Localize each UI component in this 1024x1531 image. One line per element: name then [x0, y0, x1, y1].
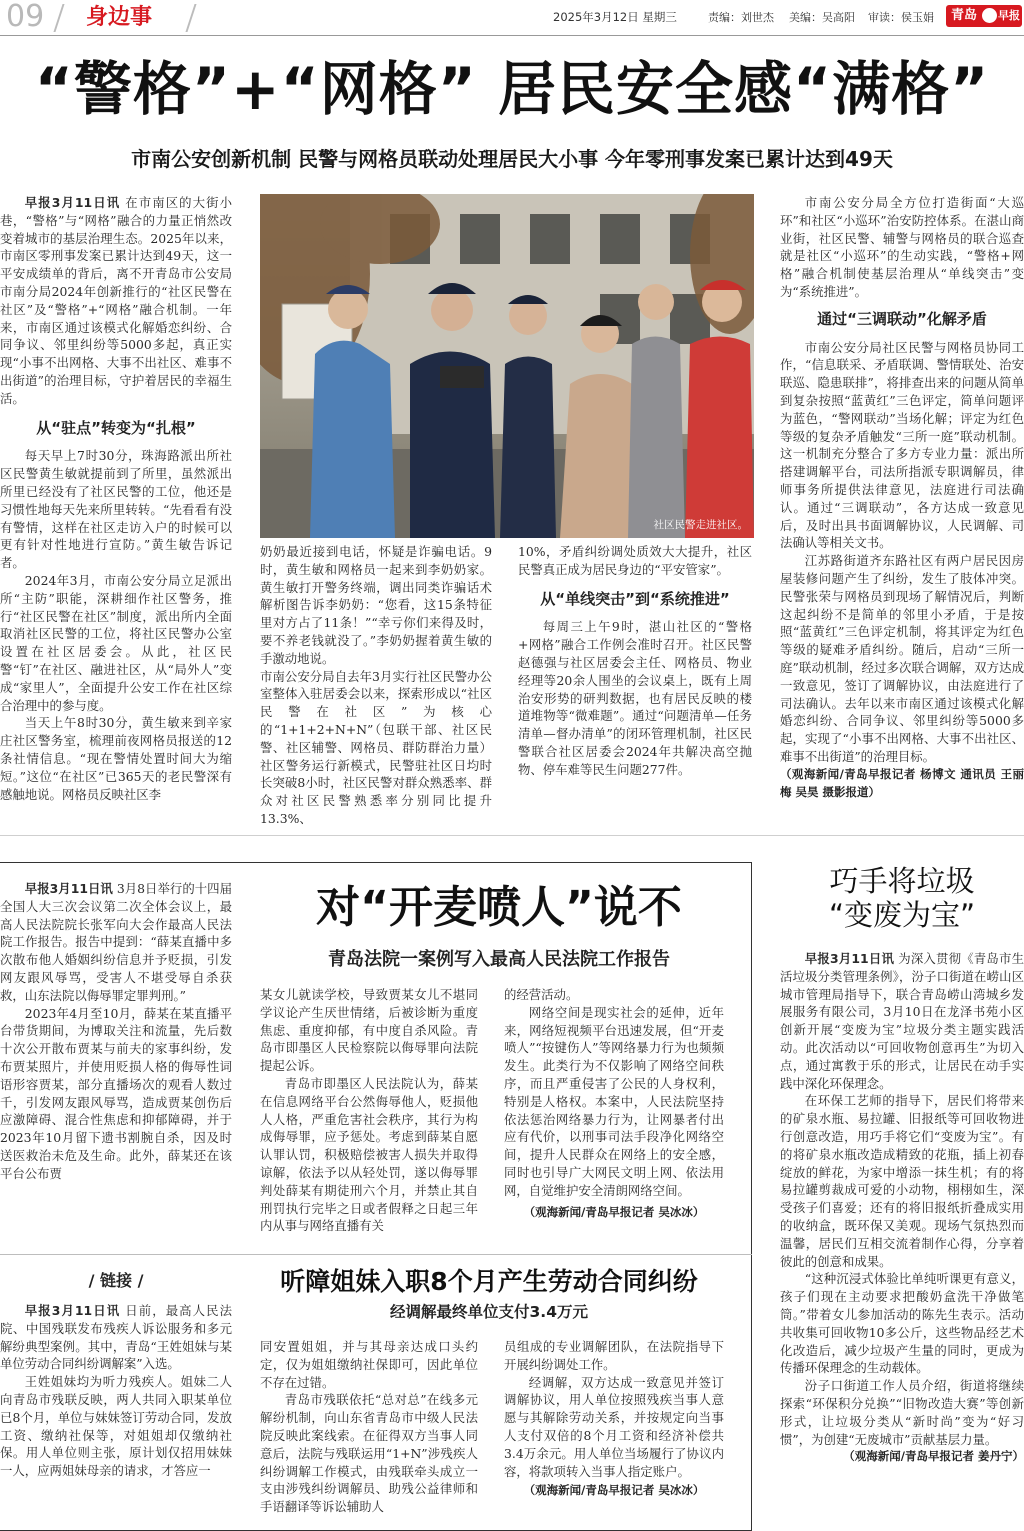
article1-column-4: [780, 194, 1024, 801]
article1-paragraph: 市南公安分局社区民警与网格员协同工作，“信息联采、矛盾联调、警情联处、治安联巡、隐患联排”，将排查出来的问题从简单到复杂按照“蓝黄红”三色评定，简单问题评为蓝色，“警网联动”当场化解；评定为红色等级的复杂矛盾触发“三所一庭”联动机制。这一机制充分整合了多方专业力量：派出所搭建调解平台，司法所指派专职调解员，律师事务所提供法律意见，法庭进行司法确认。通过“三调联动”，各方达成一致意见后，及时出具书面调解协议，人民调解、司法确认等相关文书。: [780, 339, 1024, 551]
article1-paragraph: 市南公安分局自去年3月实行社区民警办公室整体入驻居委会以来，探索形成以“社区民警在社区”为核心的“1+1+2+N+N”（包联干部、社区民警、社区辅警、网格员、群防群治力量）社区警务运行新模式，民警驻社区日均时长突破8小时，社区民警对群众熟悉率、群众对社区民警熟悉率分别同比提升13.3%、: [260, 668, 492, 826]
article4-paragraph: 汾子口街道工作人员介绍，街道将继续探索“环保积分兑换”“旧物改造大赛”等创新形式，让垃圾分类从“新时尚”变为“好习惯”，为创建“无废城市”贡献基层力量。: [780, 1378, 1024, 1447]
article4-paragraph: 为深入贯彻《青岛市生活垃圾分类管理条例》，汾子口街道在崂山区城市管理局指导下，联合青岛崂山湾城乡发展服务有限公司，3月10日在龙泽书苑小区创新开展“变废为宝”垃圾分类主题实践活动。此次活动以“可回收物创意再生”为切入点，通过寓教于乐的形式，让居民在动手实践中深化环保理念。: [780, 951, 1024, 1091]
article2-credit: （观海新闻/青岛早报记者 吴冰冰）: [523, 1204, 705, 1219]
article2-separator: [0, 1254, 752, 1255]
article4-paragraph: “这种沉浸式体验比单纯听课更有意义，孩子们现在主动要求把酸奶盒洗干净做笔筒。”带着女儿参加活动的陈先生表示。活动共收集可回收物10多公斤，这些物品经艺术化改造后，减少垃圾产生量的同时，更成为传播环保理念的生动载体。: [780, 1271, 1024, 1376]
link-label: / 链接 /: [88, 1271, 144, 1290]
photo-caption: 社区民警走进社区。: [653, 519, 748, 531]
brand-logo: [946, 5, 1022, 27]
proofreader-credit: 审读：侯玉娟: [868, 11, 934, 24]
article2-paragraph: 青岛市即墨区人民法院认为，薛某在信息网络平台公然侮辱他人，贬损他人人格，严重危害社会秩序，其行为构成侮辱罪，应予惩处。考虑到薛某自愿认罪认罚，积极赔偿被害人损失并取得谅解，依法予以从轻处罚，遂以侮辱罪判处薛某有期徒刑六个月，并禁止其自刑罚执行完毕之日或者假释之日起三年内从事与网络直播有关: [260, 1075, 478, 1234]
article4-body: [780, 950, 1024, 1466]
article1-paragraph: 江苏路街道齐东路社区有两户居民因房屋装修问题产生了纠纷，发生了肢体冲突。民警张荣与网格员到现场了解情况后，判断这起纠纷不是简单的邻里小矛盾，于是按照“蓝黄红”三色评定机制，将其评定为红色等级的疑难矛盾纠纷。随后，启动“三所一庭”联动机制，经过多次联合调解，双方达成一致意见，签订了调解协议，由法庭进行了司法确认。去年以来市南区通过该模式化解婚恋纠纷、合同争议、邻里纠纷等5000多起，实现了“小事不出网格、大事不出社区、难事不出街道”的治理目标。: [780, 553, 1024, 764]
article4-credit: （观海新闻/青岛早报记者 姜丹宁）: [843, 1449, 1024, 1464]
article1-paragraph: 市南公安分局全方位打造街面“大巡环”和社区“小巡环”治安防控体系。在湛山商业街，社区民警、辅警与网格员的联合巡查就是社区“小巡环”的生动实践，“警格+网格”融合机制使基层治理从“单线突击”变为“系统推进”。: [780, 195, 1024, 299]
article1-paragraph: 每周三上午9时，湛山社区的“警格+网格”融合工作例会准时召开。社区民警赵德强与社区居委会主任、网格员、物业经理等20余人围坐的会议桌上，既有上周治安形势的研判数据，也有居民反映的楼道堆物等“微难题”。通过“问题清单—任务清单—督办清单”的闭环管理机制，社区民警联合社区居委会2024年共解决高空抛物、停车难等民生问题277件。: [518, 619, 752, 777]
article3-paragraph: 王姓姐妹均为听力残疾人。姐妹二人向青岛市残联反映，两人共同入职某单位已8个月，单位与妹妹签订劳动合同，发放工资、缴纳社保等，对姐姐却仅缴纳社保。用人单位则主张，原计划仅招用妹妹一人，应两姐妹母亲的请求，才答应一: [0, 1374, 232, 1479]
article3-paragraph: 经调解，双方达成一致意见并签订调解协议，用人单位按照残疾当事人意愿与其解除劳动关系，并按规定向当事人支付双倍的8个月工资和经济补偿共3.4万余元。用人单位当场履行了协议内容，将款项转入当事人指定账户。: [504, 1374, 724, 1479]
article1-paragraph: 每天早上7时30分，珠海路派出所社区民警黄生敏就提前到了所里，虽然派出所里已经没有了社区民警的工位，他还是习惯性地每天先来所里转转。“先看看有没有警情，这样在社区走访入户的时候可以更有针对性地进行宣防。”黄生敏告诉记者。: [0, 448, 232, 571]
article2-paragraph: 3月8日举行的十四届全国人大三次会议第二次全体会议上，最高人民法院院长张军向大会作最高人民法院工作报告。报告中提到：“薛某直播中多次散布他人婚姻纠纷信息并予贬损，引发网友跟风辱骂，受害人不堪受辱自杀获救，山东法院以侮辱罪定罪判刑。”: [0, 881, 232, 1003]
article1-dateline: 早报3月11日讯: [24, 195, 121, 210]
article1-column-1: [0, 194, 232, 803]
header-rule: [0, 35, 1024, 36]
article3-headline: 听障姐妹入职8个月产生劳动合同纠纷: [280, 1267, 698, 1296]
section-divider: [0, 835, 1024, 836]
article2-column-3: [504, 986, 724, 1221]
article1-paragraph: 奶奶最近接到电话，怀疑是诈骗电话。9时，黄生敏和网格员一起来到李奶奶家。黄生敏打开警务终端，调出同类诈骗话术解析图告诉李奶奶：“您看，这15条特征里对方占了11条！”“幸亏你们来得及时，要不养老钱就没了。”李奶奶握着黄生敏的手激动地说。: [260, 544, 492, 666]
article3-paragraph: 青岛市残联依托“总对总”在线多元解纷机制，向山东省青岛市中级人民法院反映此案线索。在征得双方当事人同意后，法院与残联运用“1+N”涉残疾人纠纷调解工作模式，由残联牵头成立一支由涉残纠纷调解员、助残公益律师和手语翻译等诉讼辅助人: [260, 1392, 478, 1515]
article3-column-2: [260, 1338, 478, 1516]
article1-column-2: [260, 543, 492, 828]
issue-date: 2025年3月12日 星期三: [553, 10, 677, 24]
article1-photo: [260, 194, 754, 538]
article3-credit: （观海新闻/青岛早报记者 吴冰冰）: [523, 1483, 705, 1498]
article2-paragraph: 网络空间是现实社会的延伸，近年来，网络短视频平台迅速发展，但“开麦喷人”“按键伤人”等网络暴力行为也频频发生。此类行为不仅影响了网络空间秩序，而且严重侵害了公民的人身权利，特别是人格权。本案中，人民法院坚持依法惩治网络暴力行为，让网暴者付出应有代价，以刑事司法手段净化网络空间，提升人民群众在网络上的安全感，同时也引导广大网民文明上网、依法用网，自觉维护安全清朗网络空间。: [504, 1004, 724, 1198]
article3-column-3: [504, 1338, 724, 1500]
article2-headline: 对“开麦喷人”说不: [316, 882, 682, 933]
article1-column-3: [518, 543, 752, 779]
article2-paragraph: 某女儿就读学校，导致贾某女儿不堪同学议论产生厌世情绪，后被诊断为重度焦虑、重度抑郁，有中度自杀风险。青岛市即墨区人民检察院以侮辱罪向法院提起公诉。: [260, 987, 478, 1074]
article3-paragraph: 日前，最高人民法院、中国残联发布残疾人诉讼服务和多元解纷典型案例。其中，青岛“王姓姐妹与某单位劳动合同纠纷调解案”入选。: [0, 1303, 232, 1372]
article1-paragraph: 当天上午8时30分，黄生敏来到辛家庄社区警务室，梳理前夜网格员报送的12条社情信息。“现在警情处置时间大为缩短。”这位“在社区”已365天的老民警深有感触地说。网格员反映社区李: [0, 715, 232, 802]
article3-paragraph: 同安置姐姐，并与其母亲达成口头约定，仅为姐姐缴纳社保即可，因此单位不存在过错。: [260, 1339, 478, 1390]
article1-paragraph: 10%，矛盾纠纷调处质效大大提升，社区民警真正成为居民身边的“平安管家”。: [518, 544, 752, 577]
article1-subheadline: 市南公安创新机制 民警与网格员联动处理居民大小事 今年零刑事发案已累计达到49天: [131, 147, 893, 171]
section-name: 身边事: [86, 5, 153, 30]
article2-paragraph: 的经营活动。: [504, 987, 579, 1002]
page-number: 09: [6, 0, 45, 34]
article1-subhead-2: 从“单线突击”到“系统推进”: [540, 589, 730, 608]
editor-credit: 责编：刘世杰: [708, 11, 774, 24]
designer-credit: 美编：吴高阳: [789, 11, 855, 24]
article1-subhead-1: 从“驻点”转变为“扎根”: [36, 418, 196, 437]
article1-headline: “警格”+“网格” 居民安全感“满格”: [34, 55, 990, 123]
page-header: [0, 0, 1024, 34]
article3-subheadline: 经调解最终单位支付3.4万元: [390, 1303, 588, 1321]
article2-subheadline: 青岛法院一案例写入最高人民法院工作报告: [328, 949, 670, 970]
article1-paragraph: 在市南区的大街小巷，“警格”与“网格”融合的力量正悄然改变着城市的基层治理生态。2025年以来，市南区零刑事发案已累计达到49天，这一平安成绩单的背后，离不开青岛市公安局市南分局2024年创新推行的“社区民警在社区”及“警格”+“网格”融合机制。一年来，市南区通过该模式化解婚恋纠纷、合同争议、邻里纠纷等5000多起，真正实现“小事不出网格、大事不出社区、难事不出街道”的治理目标，守护着居民的幸福生活。: [0, 195, 232, 406]
article3-paragraph: 员组成的专业调解团队，在法院指导下开展纠纷调处工作。: [504, 1339, 724, 1372]
article2-column-2: [260, 986, 478, 1235]
article4-headline-line2: “变废为宝”: [828, 898, 976, 932]
article2-paragraph: 2023年4月至10月，薛某在某直播平台带货期间，为博取关注和流量，先后数十次公开散布贾某与前夫的家事纠纷，发布贾某照片，并使用贬损人格的侮辱性词语形容贾某，部分直播场次的观看人数过千，引发网友跟风辱骂，造成贾某创伤后应激障碍、混合性焦虑和抑郁障碍，并于2023年10月留下遗书割腕自杀，因及时送医救治未危及生命。此外，薛某还在该平台公布贾: [0, 1005, 232, 1181]
page-number-slash: [53, 4, 64, 32]
brand-logo-text: 青岛: [951, 8, 978, 23]
article4-dateline: 早报3月11日讯: [804, 951, 895, 966]
article4-headline-line1: 巧手将垃圾: [829, 864, 975, 898]
photo-scene: [260, 194, 754, 538]
article3-column-1: [0, 1302, 232, 1480]
article2-dateline: 早报3月11日讯: [24, 881, 113, 896]
article2-column-1: [0, 880, 232, 1183]
article4-paragraph: 在环保工艺师的指导下，居民们将带来的矿泉水瓶、易拉罐、旧报纸等可回收物进行创意改造，用巧手将它们“变废为宝”。有的将矿泉水瓶改造成精致的花瓶，插上初春绽放的鲜花，为家中增添一抹生机；有的将易拉罐剪裁成可爱的小动物，栩栩如生，深受孩子们喜爱；还有的将旧报纸折叠成实用的收纳盒，既环保又美观。现场气氛热烈而温馨，居民们互相交流着制作心得，分享着彼此的创意和成果。: [780, 1093, 1024, 1269]
section-slash: [185, 4, 196, 32]
article1-subhead-3: 通过“三调联动”化解矛盾: [817, 309, 987, 328]
article3-dateline: 早报3月11日讯: [24, 1303, 121, 1318]
brand-logo-suffix: 早报: [998, 9, 1020, 22]
article1-paragraph: 2024年3月，市南公安分局立足派出所“主防”职能，深耕细作社区警务，推行“社区民警在社区”制度，派出所内全面取消社区民警的工位，将社区民警办公室设置在社区居委会。从此，社区民警“钉”在社区、融进社区，从“局外人”变成“家里人”，全面提升公安工作在社区综合治理中的参与度。: [0, 572, 232, 713]
article1-credit: （观海新闻/青岛早报记者 杨博文 通讯员 王丽梅 吴昊 摄影报道）: [780, 766, 1024, 799]
brand-emblem-icon: [982, 8, 997, 23]
